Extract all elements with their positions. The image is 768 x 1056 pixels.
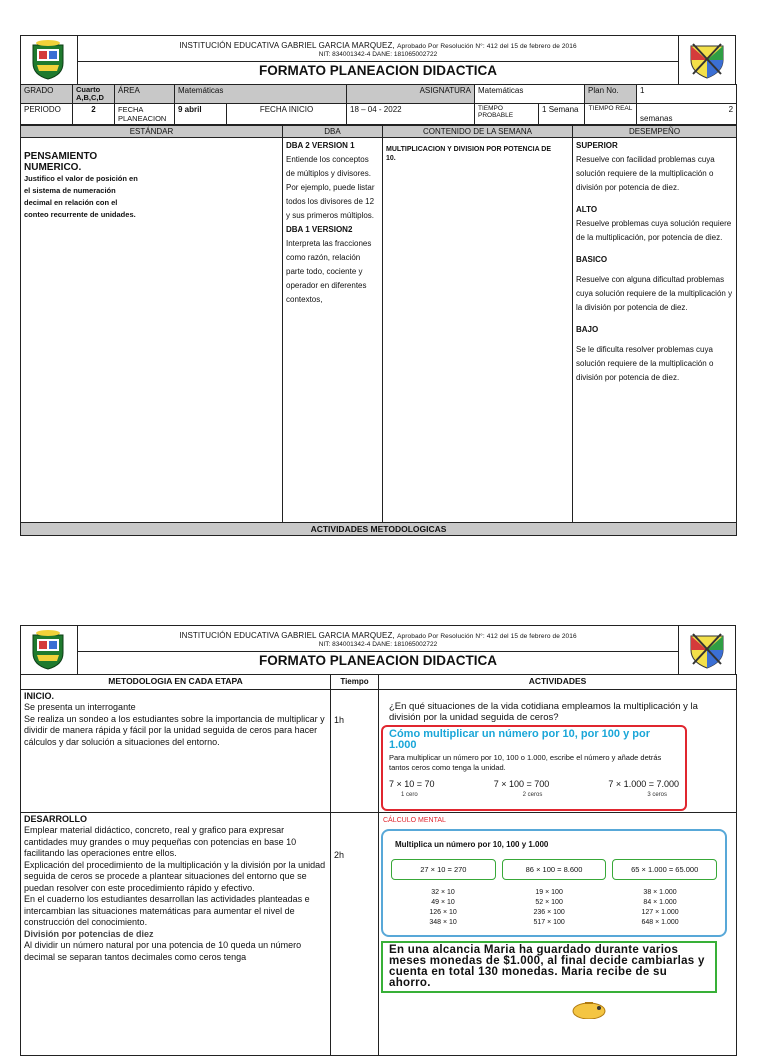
exercise: 38 × 1.000	[643, 889, 677, 896]
tiempo-real-unit: semanas	[640, 114, 673, 123]
alto-heading: ALTO	[576, 205, 598, 214]
fecha-inicio-value: 18 – 04 - 2022	[347, 104, 475, 125]
planning-page-2	[20, 625, 736, 1056]
tiempo-probable-label: TIEMPO PROBABLE	[475, 104, 539, 125]
dba-text-2: Interpreta las fracciones como razón, relación parte todo, cociente y operador en diferentes contextos,	[286, 239, 372, 304]
division-heading: División por potencias de diez	[24, 928, 154, 939]
school-crest-icon	[23, 629, 73, 671]
division-text: Al dividir un número natural por una potencia de 10 queda un número decimal se separan tantos decimales como ceros tenga	[24, 940, 302, 962]
mental-math-title: Multiplica un número por 10, 100 y 1.000	[395, 840, 549, 849]
document-header	[20, 35, 736, 84]
basico-heading: BASICO	[576, 255, 608, 264]
word-problem-text: En una alcancia Maria ha guardado durante varios meses monedas de $1.000, al final decide cambiarlas y cuenta en total 130 monedas. Maria recibe de su ahorro.	[389, 944, 705, 989]
exercise: 127 × 1.000	[641, 909, 679, 916]
inicio-text-2: Se realiza un sondeo a los estudiantes sobre la importancia de multiplicar y dividir de manera rápida y fácil por la unidad seguida de ceros para hacer cálculos y dar solución a situaciones del entorno.	[24, 713, 325, 747]
contenido-text: MULTIPLICACION Y DIVISION POR POTENCIA DE 10.	[386, 146, 552, 162]
exercise: 52 × 100	[535, 899, 563, 906]
grado-value: Cuarto A,B,C,D	[73, 85, 115, 104]
fecha-inicio-label: FECHA INICIO	[227, 104, 347, 125]
document-title: FORMATO PLANEACION DIDACTICA	[78, 61, 678, 78]
example-box-2: 86 × 100 = 8.600	[502, 859, 607, 881]
desarrollo-actividades-cell	[379, 812, 737, 1055]
fecha-planeacion-value: 9 abril	[175, 104, 227, 125]
dba-heading-2: DBA 1 VERSION2	[286, 225, 353, 234]
exercise: 648 × 1.000	[641, 919, 679, 926]
periodo-label: PERIODO	[21, 104, 73, 125]
bajo-heading: BAJO	[576, 325, 599, 334]
piggy-bank-icon	[569, 999, 609, 1019]
nit-dane: NIT: 834001342-4 DANE: 181065002722	[318, 641, 438, 648]
basico-text: Resuelve con alguna dificultad problemas cuya solución requiere de la multiplicación y la división por potencia de diez.	[576, 275, 733, 312]
inicio-cell	[21, 689, 331, 812]
inicio-actividades-cell	[379, 689, 737, 812]
exercise: 49 × 10	[431, 899, 455, 906]
tiempo-probable-value: 1 Semana	[539, 104, 585, 125]
ceros-label-3: 3 ceros	[647, 792, 667, 798]
estandar-cell	[21, 138, 283, 523]
tiempo-real-value: 2	[728, 105, 734, 114]
dba-cell	[283, 138, 383, 523]
rule-example-3: 7 × 1.000 = 7.000	[608, 778, 679, 789]
area-label: ÁREA	[115, 85, 175, 104]
estandar-title: PENSAMIENTO NUMERICO.	[24, 151, 98, 173]
rule-description: Para multiplicar un número por 10, 100 o 1.000, escribe el número y añade detrás tantos ceros como tenga la unidad.	[389, 752, 662, 772]
estandar-body: Justifico el valor de posición en el sistema de numeración decimal en relación con el conteo recurrente de unidades.	[24, 174, 138, 219]
calculo-mental-label: CÁLCULO MENTAL	[383, 816, 446, 824]
inicio-heading: INICIO.	[24, 690, 55, 701]
desarrollo-heading: DESARROLLO	[24, 813, 87, 824]
planning-table	[20, 125, 737, 536]
alto-text: Resuelve problemas cuya solución requiere de la multiplicación, por potencia de diez.	[576, 219, 732, 242]
multiply-rule-box	[381, 725, 687, 811]
ceros-label-2: 2 ceros	[522, 792, 543, 798]
mental-math-box	[381, 829, 727, 937]
desarrollo-tiempo-cell	[331, 812, 379, 1055]
exercise: 348 × 10	[429, 919, 457, 926]
exercise: 32 × 10	[431, 889, 455, 896]
col-estandar: ESTÁNDAR	[21, 126, 283, 138]
info-table	[20, 84, 737, 125]
exercise: 126 × 10	[429, 909, 457, 916]
col-actividades: ACTIVIDADES	[379, 675, 737, 690]
col-dba: DBA	[283, 126, 383, 138]
institution-name: INSTITUCIÓN EDUCATIVA GABRIEL GARCIA MARQUEZ,	[179, 631, 395, 640]
example-box-1: 27 × 10 = 270	[391, 859, 496, 881]
inicio-tiempo: 1h	[334, 714, 345, 725]
inicio-tiempo-cell	[331, 689, 379, 812]
exercise-col-3	[641, 888, 678, 928]
rule-example-1: 7 × 10 = 70	[389, 778, 435, 789]
actividades-bar: ACTIVIDADES METODOLOGICAS	[21, 523, 737, 536]
ceros-label-1: 1 cero	[401, 792, 418, 798]
plan-label: Plan No.	[585, 85, 637, 104]
col-desempeno: DESEMPEÑO	[573, 126, 737, 138]
asignatura-label: ASIGNATURA	[347, 85, 475, 104]
school-crest-icon	[23, 39, 73, 81]
col-contenido: CONTENIDO DE LA SEMANA	[383, 126, 573, 138]
col-metodologia: METODOLOGIA EN CADA ETAPA	[21, 675, 331, 690]
superior-text: Resuelve con facilidad problemas cuya solución requiere de la multiplicación o división por potencia de diez.	[576, 155, 715, 192]
contenido-cell	[383, 138, 573, 523]
dba-heading-1: DBA 2 VERSION 1	[286, 141, 355, 150]
pregunta-text: ¿En qué situaciones de la vida cotidiana empleamos la multiplicación y la división por la unidad seguida de ceros?	[389, 700, 698, 723]
shield-emblem-icon	[685, 40, 729, 80]
desarrollo-text-3: En el cuaderno los estudiantes desarrollan las actividades planteadas e intercambian las situaciones matemáticas para aumentar el nivel de construcción del conocimiento.	[24, 894, 310, 927]
exercise: 517 × 100	[533, 919, 565, 926]
planning-page-1	[20, 35, 736, 536]
desarrollo-tiempo: 2h	[334, 849, 345, 860]
example-box-3: 65 × 1.000 = 65.000	[612, 859, 717, 881]
rule-example-2: 7 × 100 = 700	[493, 778, 550, 789]
desarrollo-text-1: Emplear material didáctico, concreto, real y grafico para expresar cantidades muy grandes o muy pequeñas con potencias en base 10 facilitando las operaciones entre ellos.	[24, 825, 297, 858]
plan-value: 1	[637, 85, 737, 104]
activities-table	[20, 674, 737, 1056]
resolution-text: Aprobado Por Resolución N°: 412 del 15 de febrero de 2016	[397, 43, 577, 50]
fecha-planeacion-label: FECHA PLANEACION	[115, 104, 175, 125]
bajo-text: Se le dificulta resolver problemas cuya solución requiere de la multiplicación o división por potencia de diez.	[576, 345, 714, 382]
periodo-value: 2	[73, 104, 115, 125]
document-header-2	[20, 625, 736, 674]
nit-dane: NIT: 834001342-4 DANE: 181065002722	[318, 51, 438, 58]
grado-label: GRADO	[21, 85, 73, 104]
asignatura-value: Matemáticas	[475, 85, 585, 104]
exercise: 236 × 100	[533, 909, 565, 916]
exercise: 84 × 1.000	[643, 899, 677, 906]
desempeno-cell	[573, 138, 737, 523]
superior-heading: SUPERIOR	[576, 141, 618, 150]
desarrollo-text-2: Explicación del procedimiento de la multiplicación y la división por la unidad seguida de ceros se procede a plantear situaciones del entorno que se puedan resolver con este procedimiento rápido y efectivo.	[24, 859, 326, 893]
exercise-col-1	[429, 888, 456, 928]
area-value: Matemáticas	[175, 85, 347, 104]
desarrollo-cell	[21, 812, 331, 1055]
tiempo-real-cell	[637, 104, 737, 125]
document-title: FORMATO PLANEACION DIDACTICA	[78, 651, 678, 668]
resolution-text: Aprobado Por Resolución N°: 412 del 15 de febrero de 2016	[397, 633, 577, 640]
col-tiempo: Tiempo	[331, 675, 379, 690]
rule-title: Cómo multiplicar un número por 10, por 100 y por 1.000	[389, 727, 650, 751]
exercise-col-2	[533, 888, 564, 928]
institution-name: INSTITUCIÓN EDUCATIVA GABRIEL GARCIA MARQUEZ,	[179, 41, 395, 50]
word-problem-box	[381, 941, 717, 993]
shield-emblem-icon	[685, 630, 729, 670]
exercise: 19 × 100	[535, 889, 563, 896]
tiempo-real-label: TIEMPO REAL	[585, 104, 637, 125]
dba-text-1: Entiende los conceptos de múltiplos y divisores. Por ejemplo, puede listar todos los divisores de 12 y sus primeros múltiplos.	[286, 155, 375, 220]
inicio-text-1: Se presenta un interrogante	[24, 702, 136, 712]
